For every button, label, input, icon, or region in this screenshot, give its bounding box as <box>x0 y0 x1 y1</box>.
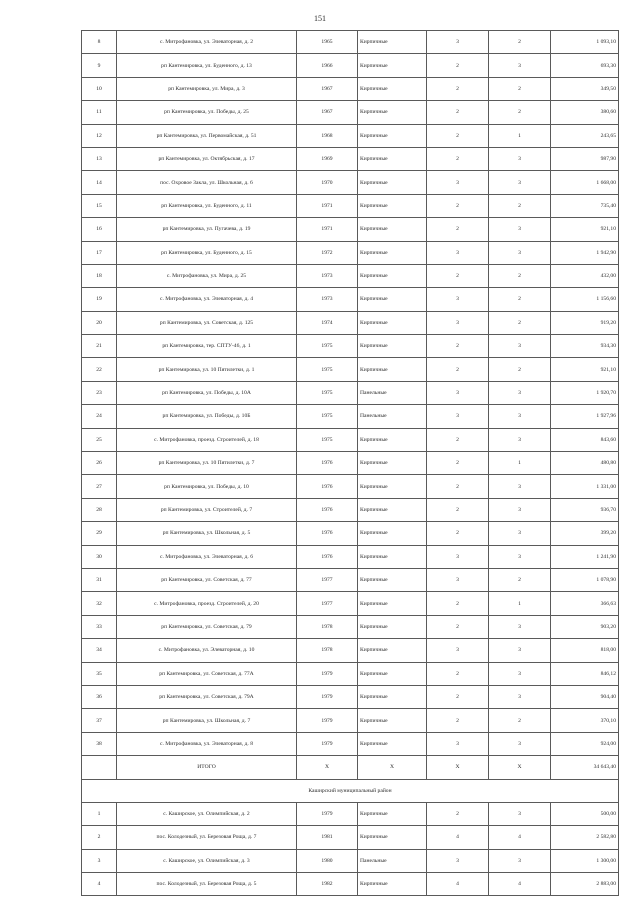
row-year: 1975 <box>297 358 358 381</box>
row-material: Кирпичные <box>358 662 427 685</box>
row-material: Кирпичные <box>358 545 427 568</box>
row-material: Кирпичные <box>358 194 427 217</box>
row-entrances: 4 <box>489 873 551 896</box>
row-number: 34 <box>82 639 117 662</box>
table-row <box>82 498 619 521</box>
total-row <box>82 756 619 779</box>
row-floors: 2 <box>427 685 489 708</box>
row-number: 9 <box>82 54 117 77</box>
table-row <box>82 428 619 451</box>
row-address: рп Кантемировка, ул. Октябрьская, д. 17 <box>117 147 297 170</box>
row-number: 22 <box>82 358 117 381</box>
table-row <box>82 662 619 685</box>
row-area: 1 927,96 <box>551 405 619 428</box>
row-entrances: 2 <box>489 77 551 100</box>
row-entrances: 4 <box>489 826 551 849</box>
row-floors: 2 <box>427 264 489 287</box>
row-year: 1979 <box>297 709 358 732</box>
row-floors: 2 <box>427 428 489 451</box>
row-entrances: 3 <box>489 498 551 521</box>
row-material: Кирпичные <box>358 31 427 54</box>
row-floors: 3 <box>427 639 489 662</box>
row-floors: 3 <box>427 31 489 54</box>
row-year: 1976 <box>297 452 358 475</box>
total-material: X <box>358 756 427 779</box>
table-body-kantemirovsky <box>82 31 619 756</box>
row-address: с. Митрофановка, ул. Элеваторная, д. 2 <box>117 31 297 54</box>
row-area: 380,60 <box>551 101 619 124</box>
row-year: 1976 <box>297 475 358 498</box>
row-area: 1 093,10 <box>551 31 619 54</box>
row-year: 1973 <box>297 288 358 311</box>
row-area: 1 920,70 <box>551 381 619 404</box>
total-label: ИТОГО <box>117 756 297 779</box>
row-number: 30 <box>82 545 117 568</box>
row-floors: 3 <box>427 381 489 404</box>
row-entrances: 2 <box>489 568 551 591</box>
row-number: 33 <box>82 615 117 638</box>
row-area: 1 078,90 <box>551 568 619 591</box>
row-year: 1980 <box>297 849 358 872</box>
row-floors: 2 <box>427 147 489 170</box>
table-row <box>82 241 619 264</box>
table-row <box>82 732 619 755</box>
row-material: Кирпичные <box>358 592 427 615</box>
row-number: 25 <box>82 428 117 451</box>
housing-register-table <box>81 30 619 896</box>
row-area: 1 942,90 <box>551 241 619 264</box>
row-entrances: 3 <box>489 405 551 428</box>
row-floors: 2 <box>427 662 489 685</box>
row-area: 370,10 <box>551 709 619 732</box>
row-number: 1 <box>82 802 117 825</box>
table-row <box>82 171 619 194</box>
row-number: 35 <box>82 662 117 685</box>
row-material: Кирпичные <box>358 522 427 545</box>
row-entrances: 2 <box>489 194 551 217</box>
row-entrances: 3 <box>489 335 551 358</box>
table-row <box>82 685 619 708</box>
table-row <box>82 592 619 615</box>
row-address: рп Кантемировка, ул. Советская, д. 79 <box>117 615 297 638</box>
row-entrances: 3 <box>489 381 551 404</box>
row-year: 1974 <box>297 311 358 334</box>
table-row <box>82 475 619 498</box>
row-address: рп Кантемировка, ул. 10 Пятилетки, д. 1 <box>117 358 297 381</box>
row-entrances: 3 <box>489 849 551 872</box>
table-row <box>82 381 619 404</box>
row-address: с. Митрофановка, ул. Мира, д. 25 <box>117 264 297 287</box>
row-year: 1975 <box>297 381 358 404</box>
row-area: 846,12 <box>551 662 619 685</box>
table-row <box>82 124 619 147</box>
row-area: 399,20 <box>551 522 619 545</box>
row-floors: 3 <box>427 171 489 194</box>
row-address: рп Кантемировка, ул. Буденного, д. 11 <box>117 194 297 217</box>
row-area: 934,30 <box>551 335 619 358</box>
table-row <box>82 522 619 545</box>
row-entrances: 2 <box>489 709 551 732</box>
row-floors: 2 <box>427 335 489 358</box>
row-year: 1979 <box>297 685 358 708</box>
row-floors: 4 <box>427 873 489 896</box>
row-material: Кирпичные <box>358 568 427 591</box>
row-year: 1979 <box>297 662 358 685</box>
row-number: 32 <box>82 592 117 615</box>
row-number: 16 <box>82 218 117 241</box>
table-body-kashirsky <box>82 802 619 896</box>
row-area: 500,00 <box>551 802 619 825</box>
row-material: Кирпичные <box>358 732 427 755</box>
row-address: рп Кантемировка, ул. Буденного, д. 13 <box>117 54 297 77</box>
row-floors: 2 <box>427 218 489 241</box>
row-floors: 2 <box>427 124 489 147</box>
row-number: 2 <box>82 826 117 849</box>
row-area: 818,00 <box>551 639 619 662</box>
row-entrances: 2 <box>489 264 551 287</box>
row-area: 432,00 <box>551 264 619 287</box>
row-entrances: 3 <box>489 545 551 568</box>
row-material: Кирпичные <box>358 428 427 451</box>
row-number: 13 <box>82 147 117 170</box>
row-year: 1976 <box>297 522 358 545</box>
row-area: 903,20 <box>551 615 619 638</box>
row-floors: 4 <box>427 826 489 849</box>
row-area: 349,50 <box>551 77 619 100</box>
table-row <box>82 802 619 825</box>
row-year: 1979 <box>297 802 358 825</box>
row-address: с. Митрофановка, проезд. Строителей, д. 18 <box>117 428 297 451</box>
total-year: X <box>297 756 358 779</box>
row-material: Панельные <box>358 849 427 872</box>
row-material: Кирпичные <box>358 264 427 287</box>
row-entrances: 1 <box>489 124 551 147</box>
row-number: 20 <box>82 311 117 334</box>
row-number: 38 <box>82 732 117 755</box>
row-number: 8 <box>82 31 117 54</box>
row-floors: 2 <box>427 358 489 381</box>
row-number: 27 <box>82 475 117 498</box>
table-row <box>82 194 619 217</box>
row-material: Кирпичные <box>358 241 427 264</box>
row-year: 1976 <box>297 498 358 521</box>
row-area: 1 331,00 <box>551 475 619 498</box>
row-year: 1976 <box>297 545 358 568</box>
row-address: с. Митрофановка, ул. Элеваторная, д. 8 <box>117 732 297 755</box>
row-area: 919,20 <box>551 311 619 334</box>
row-year: 1975 <box>297 428 358 451</box>
row-address: рп Кантемировка, ул. Советская, д. 125 <box>117 311 297 334</box>
row-entrances: 2 <box>489 31 551 54</box>
row-area: 1 156,60 <box>551 288 619 311</box>
row-address: рп Кантемировка, ул. Победы, д. 10Б <box>117 405 297 428</box>
row-material: Кирпичные <box>358 452 427 475</box>
table-row <box>82 709 619 732</box>
row-entrances: 3 <box>489 241 551 264</box>
row-area: 243,65 <box>551 124 619 147</box>
row-number: 36 <box>82 685 117 708</box>
table-row <box>82 873 619 896</box>
table-row <box>82 452 619 475</box>
row-year: 1965 <box>297 31 358 54</box>
row-entrances: 3 <box>489 615 551 638</box>
row-year: 1967 <box>297 101 358 124</box>
row-year: 1973 <box>297 264 358 287</box>
row-entrances: 2 <box>489 101 551 124</box>
table-row <box>82 288 619 311</box>
row-number: 31 <box>82 568 117 591</box>
row-material: Кирпичные <box>358 615 427 638</box>
table-row <box>82 849 619 872</box>
row-number: 37 <box>82 709 117 732</box>
total-num-cell <box>82 756 117 779</box>
row-material: Кирпичные <box>358 475 427 498</box>
row-address: пос. Колодезный, ул. Березовая Роща, д. 5 <box>117 873 297 896</box>
row-floors: 2 <box>427 592 489 615</box>
row-year: 1981 <box>297 826 358 849</box>
table-row <box>82 335 619 358</box>
table-row <box>82 54 619 77</box>
row-number: 26 <box>82 452 117 475</box>
row-floors: 2 <box>427 475 489 498</box>
row-address: рп Кантемировка, ул. Первомайская, д. 51 <box>117 124 297 147</box>
row-number: 19 <box>82 288 117 311</box>
row-address: рп Кантемировка, ул. Победы, д. 10А <box>117 381 297 404</box>
row-material: Кирпичные <box>358 335 427 358</box>
row-year: 1979 <box>297 732 358 755</box>
row-floors: 3 <box>427 849 489 872</box>
row-area: 1 668,00 <box>551 171 619 194</box>
row-entrances: 3 <box>489 522 551 545</box>
table-row <box>82 545 619 568</box>
row-entrances: 3 <box>489 147 551 170</box>
row-material: Кирпичные <box>358 802 427 825</box>
row-number: 17 <box>82 241 117 264</box>
row-address: рп Кантемировка, тер. СПТУ-46, д. 1 <box>117 335 297 358</box>
row-material: Кирпичные <box>358 77 427 100</box>
row-floors: 2 <box>427 452 489 475</box>
table-row <box>82 264 619 287</box>
row-material: Кирпичные <box>358 709 427 732</box>
row-floors: 3 <box>427 241 489 264</box>
row-number: 12 <box>82 124 117 147</box>
row-address: рп Кантемировка, ул. Советская, д. 77А <box>117 662 297 685</box>
table-row <box>82 101 619 124</box>
total-entrances: X <box>489 756 551 779</box>
row-number: 24 <box>82 405 117 428</box>
table-row <box>82 615 619 638</box>
row-year: 1967 <box>297 77 358 100</box>
row-area: 936,70 <box>551 498 619 521</box>
table-total <box>82 756 619 803</box>
row-year: 1969 <box>297 147 358 170</box>
row-number: 10 <box>82 77 117 100</box>
row-year: 1978 <box>297 615 358 638</box>
row-address: с. Митрофановка, ул. Элеваторная, д. 4 <box>117 288 297 311</box>
row-year: 1970 <box>297 171 358 194</box>
row-material: Кирпичные <box>358 873 427 896</box>
row-address: рп Кантемировка, ул. 10 Пятилетки, д. 7 <box>117 452 297 475</box>
row-year: 1977 <box>297 592 358 615</box>
table-row <box>82 218 619 241</box>
row-address: рп Кантемировка, ул. Мира, д. 3 <box>117 77 297 100</box>
row-floors: 2 <box>427 77 489 100</box>
row-number: 23 <box>82 381 117 404</box>
row-address: рп Кантемировка, ул. Советская, д. 79А <box>117 685 297 708</box>
row-address: рп Кантемировка, ул. Школьная, д. 7 <box>117 709 297 732</box>
row-area: 2 582,80 <box>551 826 619 849</box>
row-year: 1971 <box>297 218 358 241</box>
row-material: Кирпичные <box>358 101 427 124</box>
row-material: Кирпичные <box>358 124 427 147</box>
row-area: 924,00 <box>551 732 619 755</box>
total-area: 34 643,40 <box>551 756 619 779</box>
row-entrances: 1 <box>489 452 551 475</box>
row-floors: 2 <box>427 615 489 638</box>
table-row <box>82 311 619 334</box>
row-address: рп Кантемировка, ул. Победы, д. 25 <box>117 101 297 124</box>
row-entrances: 2 <box>489 288 551 311</box>
row-address: рп Кантемировка, ул. Строителей, д. 7 <box>117 498 297 521</box>
row-material: Кирпичные <box>358 826 427 849</box>
row-material: Кирпичные <box>358 311 427 334</box>
row-entrances: 3 <box>489 639 551 662</box>
row-material: Кирпичные <box>358 288 427 311</box>
row-address: с. Каширское, ул. Олимпийская, д. 3 <box>117 849 297 872</box>
row-material: Кирпичные <box>358 171 427 194</box>
row-number: 3 <box>82 849 117 872</box>
row-entrances: 3 <box>489 662 551 685</box>
row-floors: 3 <box>427 545 489 568</box>
table-row <box>82 31 619 54</box>
row-material: Кирпичные <box>358 685 427 708</box>
district-header: Каширский муниципальный район <box>82 779 619 802</box>
row-entrances: 3 <box>489 54 551 77</box>
row-number: 18 <box>82 264 117 287</box>
row-address: рп Кантемировка, ул. Школьная, д. 5 <box>117 522 297 545</box>
row-address: с. Митрофановка, ул. Элеваторная, д. 6 <box>117 545 297 568</box>
row-floors: 2 <box>427 194 489 217</box>
row-floors: 3 <box>427 568 489 591</box>
row-address: рп Кантемировка, ул. Победы, д. 10 <box>117 475 297 498</box>
row-material: Панельные <box>358 381 427 404</box>
row-address: пос. Колодезный, ул. Березовая Роща, д. 7 <box>117 826 297 849</box>
row-year: 1975 <box>297 405 358 428</box>
row-material: Кирпичные <box>358 498 427 521</box>
row-floors: 2 <box>427 101 489 124</box>
table-row <box>82 568 619 591</box>
row-area: 693,30 <box>551 54 619 77</box>
row-floors: 3 <box>427 405 489 428</box>
row-number: 14 <box>82 171 117 194</box>
row-year: 1978 <box>297 639 358 662</box>
table-row <box>82 77 619 100</box>
row-material: Панельные <box>358 405 427 428</box>
total-floors: X <box>427 756 489 779</box>
page-number: 151 <box>314 14 326 23</box>
row-floors: 3 <box>427 288 489 311</box>
row-area: 1 241,90 <box>551 545 619 568</box>
row-number: 15 <box>82 194 117 217</box>
row-entrances: 2 <box>489 358 551 381</box>
row-material: Кирпичные <box>358 147 427 170</box>
row-entrances: 2 <box>489 311 551 334</box>
row-number: 29 <box>82 522 117 545</box>
row-floors: 2 <box>427 498 489 521</box>
row-entrances: 3 <box>489 732 551 755</box>
row-area: 987,90 <box>551 147 619 170</box>
row-area: 904,40 <box>551 685 619 708</box>
table-row <box>82 147 619 170</box>
row-entrances: 1 <box>489 592 551 615</box>
row-floors: 2 <box>427 522 489 545</box>
row-number: 4 <box>82 873 117 896</box>
row-address: с. Митрофановка, ул. Элеваторная, д. 10 <box>117 639 297 662</box>
row-area: 1 300,00 <box>551 849 619 872</box>
row-year: 1982 <box>297 873 358 896</box>
row-floors: 3 <box>427 311 489 334</box>
row-floors: 3 <box>427 732 489 755</box>
row-entrances: 3 <box>489 685 551 708</box>
row-area: 735,40 <box>551 194 619 217</box>
row-entrances: 3 <box>489 475 551 498</box>
row-address: с. Митрофановка, проезд. Строителей, д. 20 <box>117 592 297 615</box>
row-area: 921,10 <box>551 218 619 241</box>
row-address: рп Кантемировка, ул. Пугачева, д. 19 <box>117 218 297 241</box>
row-floors: 2 <box>427 709 489 732</box>
row-area: 366,63 <box>551 592 619 615</box>
row-floors: 2 <box>427 802 489 825</box>
table-row <box>82 639 619 662</box>
row-number: 28 <box>82 498 117 521</box>
row-year: 1975 <box>297 335 358 358</box>
row-year: 1966 <box>297 54 358 77</box>
row-entrances: 3 <box>489 171 551 194</box>
district-header-row <box>82 779 619 802</box>
table-row <box>82 358 619 381</box>
row-material: Кирпичные <box>358 54 427 77</box>
row-entrances: 3 <box>489 802 551 825</box>
row-area: 843,60 <box>551 428 619 451</box>
row-material: Кирпичные <box>358 358 427 381</box>
row-address: пос. Охровое Закла, ул. Школьная, д. 6 <box>117 171 297 194</box>
row-number: 21 <box>82 335 117 358</box>
row-address: рп Кантемировка, ул. Буденного, д. 15 <box>117 241 297 264</box>
row-year: 1977 <box>297 568 358 591</box>
row-year: 1971 <box>297 194 358 217</box>
row-year: 1968 <box>297 124 358 147</box>
row-material: Кирпичные <box>358 639 427 662</box>
row-area: 2 883,00 <box>551 873 619 896</box>
row-entrances: 3 <box>489 218 551 241</box>
row-area: 921,10 <box>551 358 619 381</box>
row-entrances: 3 <box>489 428 551 451</box>
row-number: 11 <box>82 101 117 124</box>
row-address: с. Каширское, ул. Олимпийская, д. 2 <box>117 802 297 825</box>
row-address: рп Кантемировка, ул. Советская, д. 77 <box>117 568 297 591</box>
table-row <box>82 405 619 428</box>
row-area: 480,80 <box>551 452 619 475</box>
row-floors: 2 <box>427 54 489 77</box>
row-material: Кирпичные <box>358 218 427 241</box>
row-year: 1972 <box>297 241 358 264</box>
table-row <box>82 826 619 849</box>
